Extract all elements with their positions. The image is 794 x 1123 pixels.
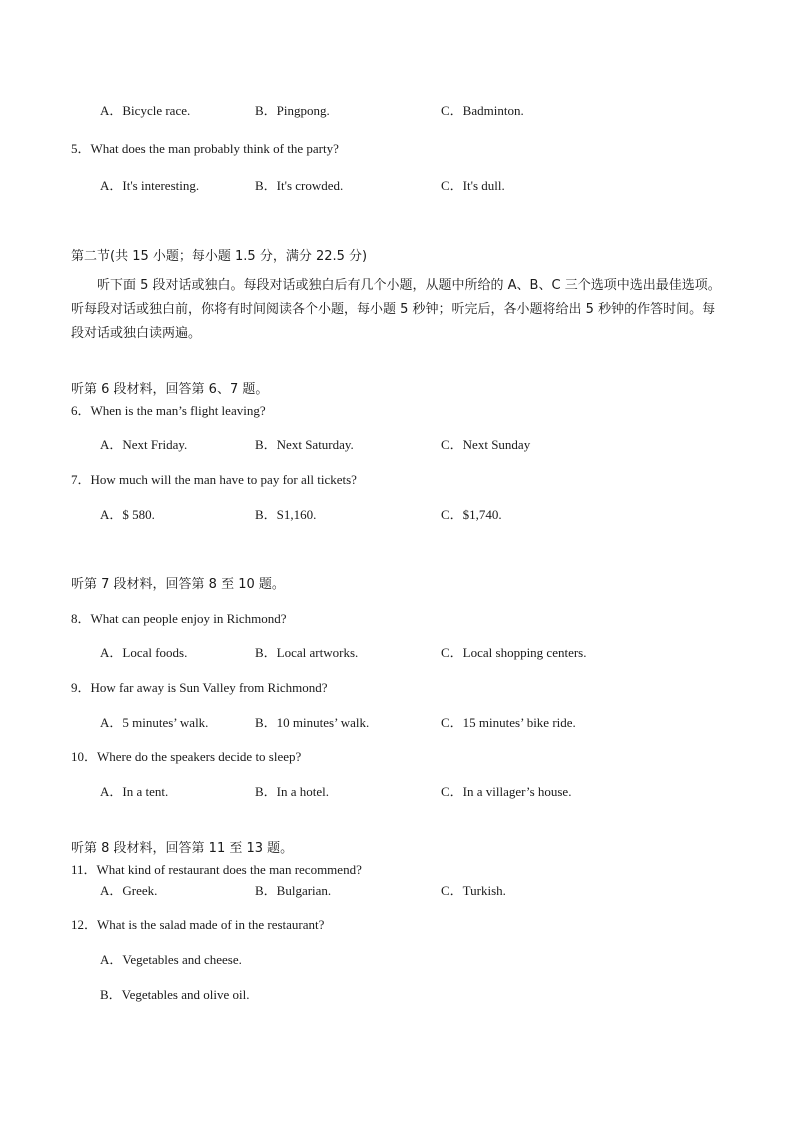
q7-question: 7．How much will the man have to pay for all tickets? <box>71 472 357 487</box>
q8-option-c: C．Local shopping centers. <box>441 645 587 660</box>
q9-question: 9．How far away is Sun Valley from Richmond? <box>71 680 328 695</box>
q11-option-c: C．Turkish. <box>441 883 506 898</box>
q6-option-a: A．Next Friday. <box>100 437 188 452</box>
q12-option-a: A．Vegetables and cheese. <box>100 952 242 967</box>
q8-option-b: B．Local artworks. <box>255 645 359 660</box>
q10-question: 10．Where do the speakers decide to sleep? <box>71 749 302 764</box>
material-7-label: 听第 7 段材料，回答第 8 至 10 题。 <box>71 577 285 592</box>
q5-question: 5．What does the man probably think of the party? <box>71 141 339 156</box>
q12-question: 12．What is the salad made of in the restaurant? <box>71 917 325 932</box>
q6-option-c: C．Next Sunday <box>441 437 531 452</box>
q8-question: 8．What can people enjoy in Richmond? <box>71 611 287 626</box>
q7-option-a: A．$ 580. <box>100 507 155 522</box>
q9-option-a: A．5 minutes’ walk. <box>100 715 209 730</box>
section-instructions: 听下面 5 段对话或独白。每段对话或独白后有几个小题，从题中所给的 A、B、C 三个选项中选出最佳选项。听每段对话或独白前，你将有时间阅读各个小题，每小题 5 秒钟；听完后，各小题将给出 5 秒钟的作答时间。每段对话或独白读两遍。 <box>71 278 721 341</box>
material-6-label: 听第 6 段材料，回答第 6、7 题。 <box>71 382 269 397</box>
section-heading: 第二节(共 15 小题；每小题 1.5 分，满分 22.5 分) <box>71 249 368 264</box>
q6-question: 6．When is the man’s flight leaving? <box>71 403 266 418</box>
q7-option-c: C．$1,740. <box>441 507 502 522</box>
q10-option-c: C．In a villager’s house. <box>441 784 572 799</box>
q10-option-b: B．In a hotel. <box>255 784 330 799</box>
q4-option-a: A．Bicycle race. <box>100 103 191 118</box>
q11-option-a: A．Greek. <box>100 883 158 898</box>
q6-option-b: B．Next Saturday. <box>255 437 354 452</box>
q11-question: 11．What kind of restaurant does the man recommend? <box>71 862 362 877</box>
q10-option-a: A．In a tent. <box>100 784 169 799</box>
q5-option-c: C．It's dull. <box>441 178 505 193</box>
q5-option-b: B．It's crowded. <box>255 178 344 193</box>
q4-option-b: B．Pingpong. <box>255 103 330 118</box>
q11-option-b: B．Bulgarian. <box>255 883 332 898</box>
q9-option-b: B．10 minutes’ walk. <box>255 715 370 730</box>
q12-option-b: B．Vegetables and olive oil. <box>100 987 250 1002</box>
q5-option-a: A．It's interesting. <box>100 178 200 193</box>
q8-option-a: A．Local foods. <box>100 645 188 660</box>
q9-option-c: C．15 minutes’ bike ride. <box>441 715 576 730</box>
q7-option-b: B．S1,160. <box>255 507 317 522</box>
q4-option-c: C．Badminton. <box>441 103 524 118</box>
material-8-label: 听第 8 段材料，回答第 11 至 13 题。 <box>71 841 294 856</box>
